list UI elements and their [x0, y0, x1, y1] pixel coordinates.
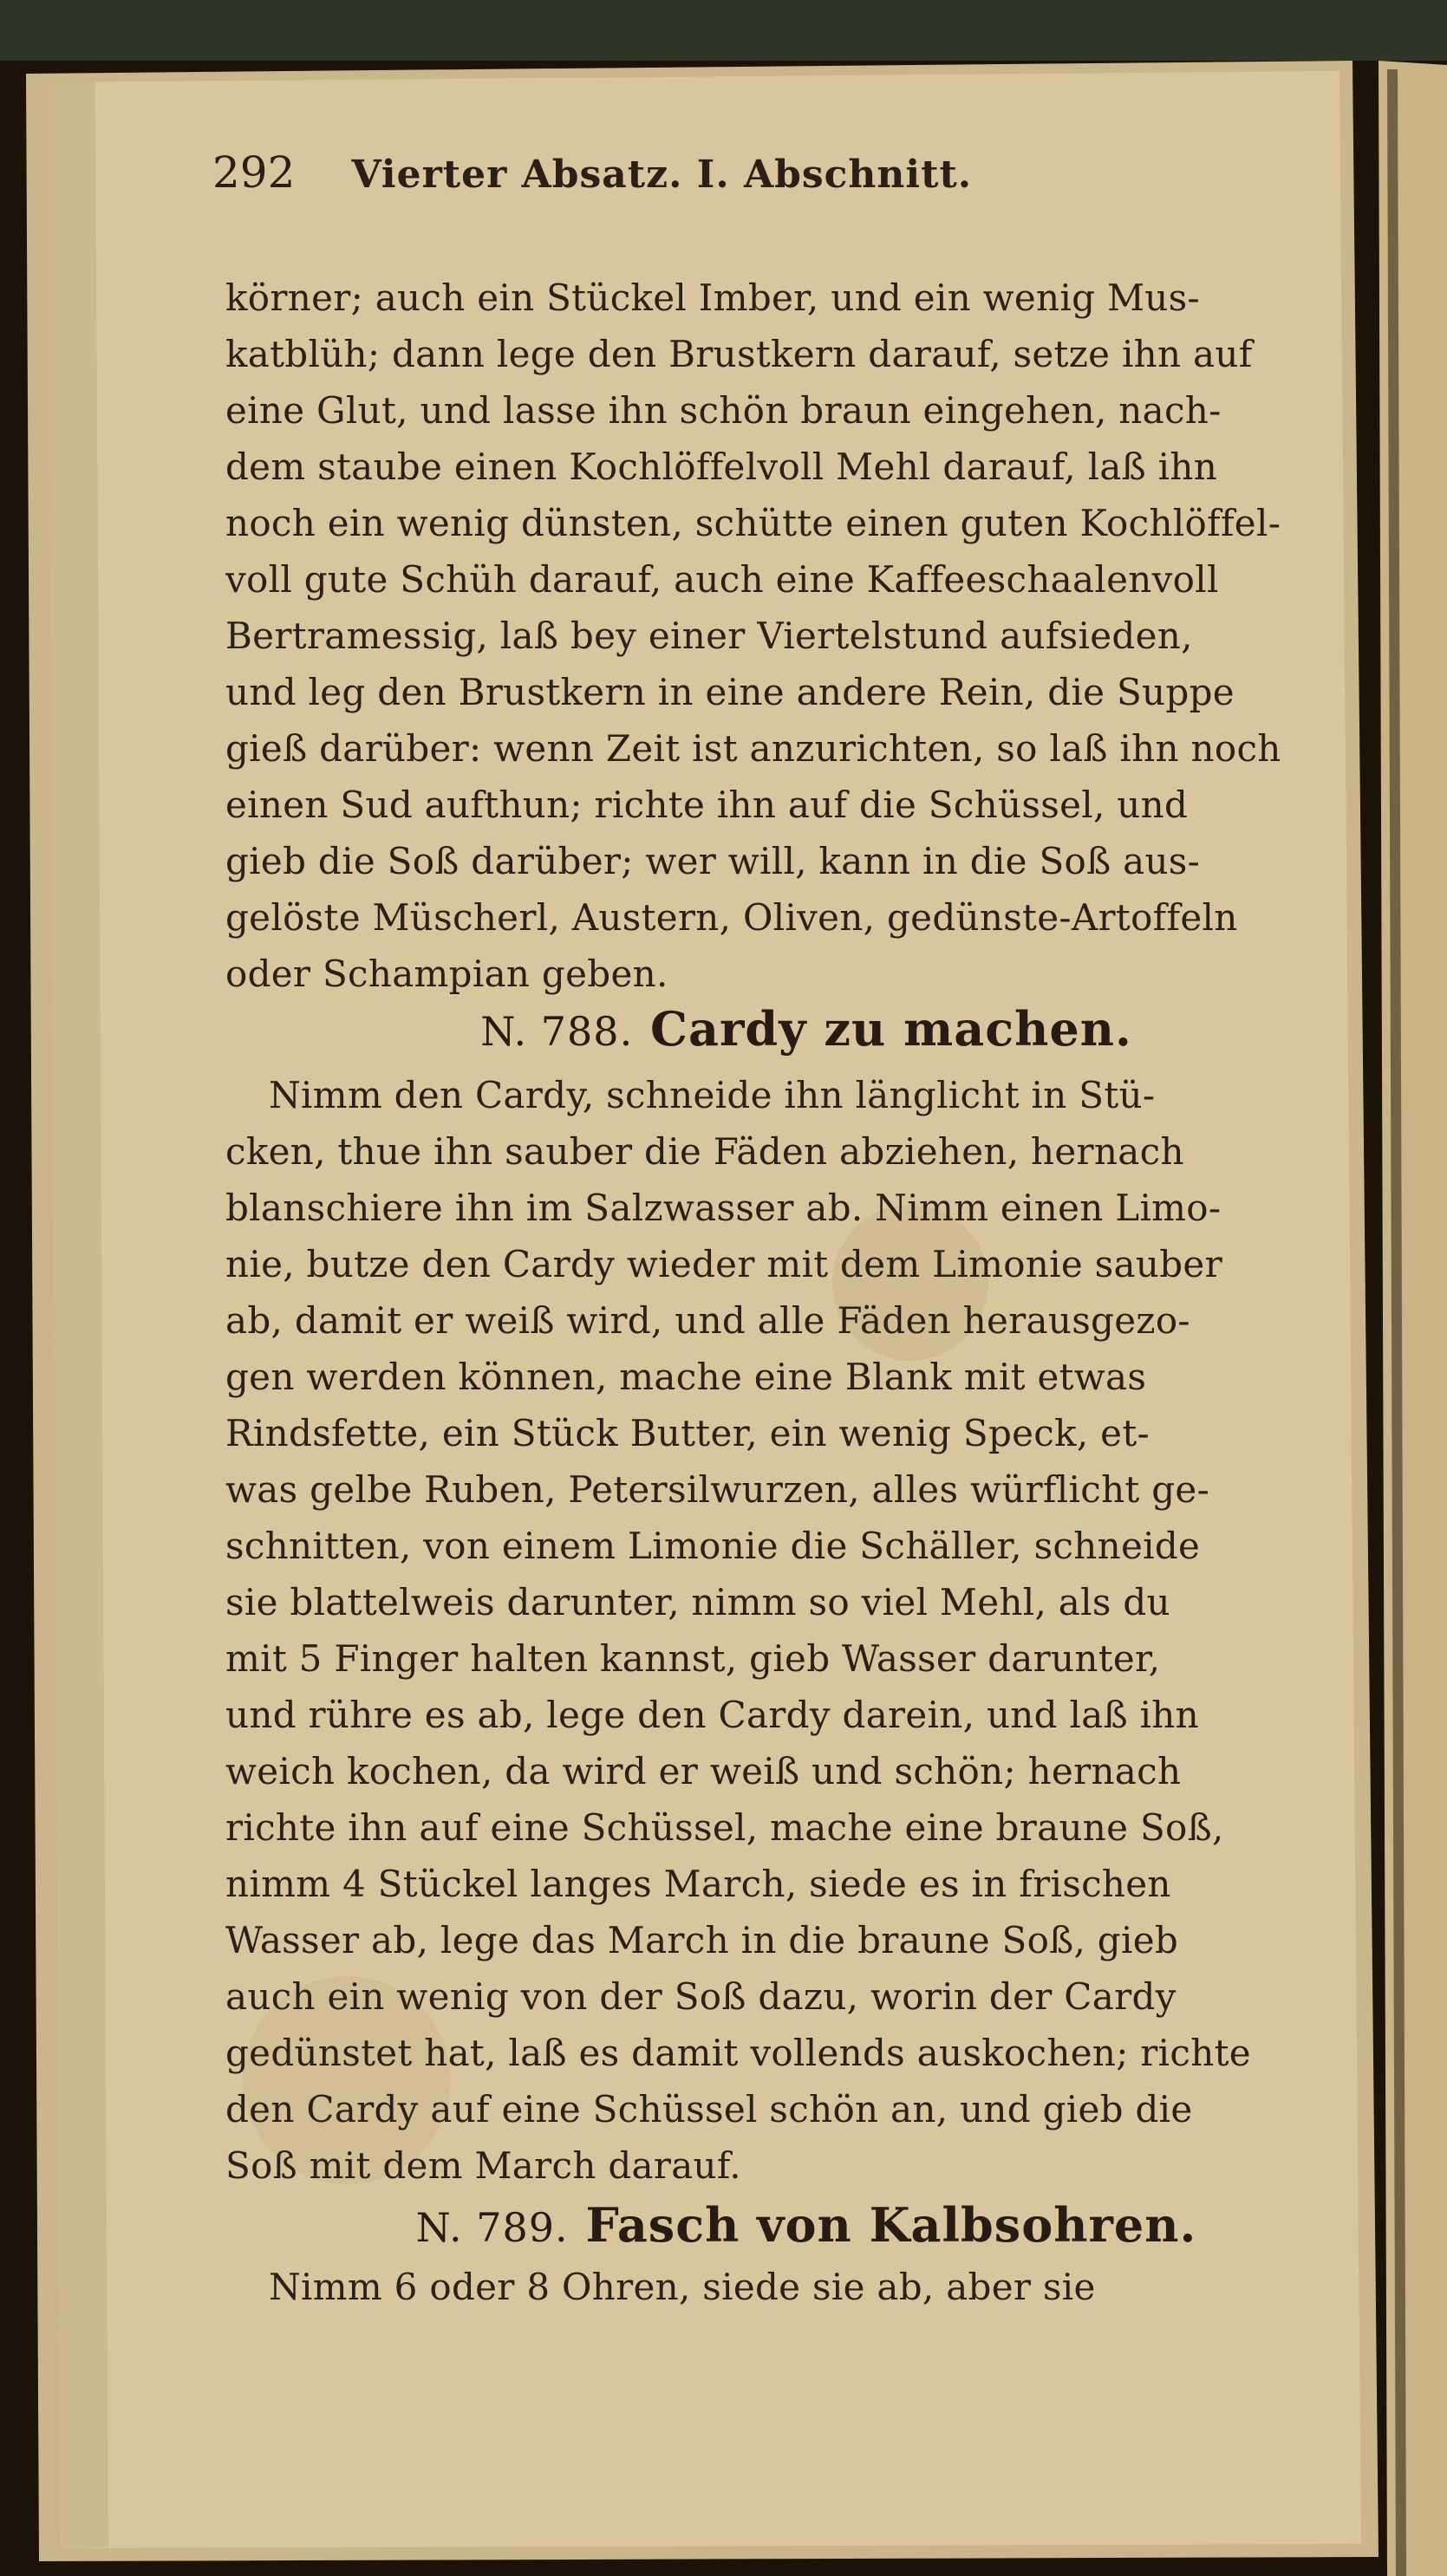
- text-line: den Cardy auf eine Schüssel schön an, und gieb die: [225, 2088, 1193, 2130]
- text-line: gieß darüber: wenn Zeit ist anzurichten, so laß ihn noch: [225, 727, 1281, 770]
- recipe-title: Cardy zu machen.: [650, 1001, 1132, 1057]
- recipe-788-heading: [225, 1001, 1387, 1057]
- text-line: sie blattelweis darunter, nimm so viel Mehl, als du: [225, 1581, 1170, 1623]
- text-line: noch ein wenig dünsten, schütte einen guten Kochlöffel-: [225, 502, 1281, 544]
- text-line: weich kochen, da wird er weiß und schön; hernach: [225, 1750, 1182, 1792]
- text-line: blanschiere ihn im Salzwasser ab. Nimm einen Limo-: [225, 1187, 1222, 1229]
- text-line: Bertramessig, laß bey einer Viertelstund aufsieden,: [225, 615, 1193, 657]
- text-line: gen werden können, mache eine Blank mit etwas: [225, 1356, 1147, 1398]
- text-line: Wasser ab, lege das March in die braune Soß, gieb: [225, 1919, 1179, 1961]
- running-title: Vierter Absatz. I. Abschnitt.: [351, 153, 973, 197]
- text-line: auch ein wenig von der Soß dazu, worin der Cardy: [225, 1975, 1177, 2018]
- text-line: richte ihn auf eine Schüssel, mache eine braune Soß,: [225, 1806, 1224, 1849]
- text-line: katblüh; dann lege den Brustkern darauf, setze ihn auf: [225, 333, 1253, 375]
- text-line: körner; auch ein Stückel Imber, und ein wenig Mus-: [225, 276, 1200, 319]
- text-line: dem staube einen Kochlöffelvoll Mehl darauf, laß ihn: [225, 446, 1218, 488]
- text-line: mit 5 Finger halten kannst, gieb Wasser darunter,: [225, 1637, 1161, 1680]
- text-line: oder Schampian geben.: [225, 953, 668, 995]
- text-line: Nimm den Cardy, schneide ihn länglicht in Stü-: [269, 1074, 1156, 1116]
- text-line: und rühre es ab, lege den Cardy darein, und laß ihn: [225, 1694, 1200, 1736]
- text-line: gieb die Soß darüber; wer will, kann in die Soß aus-: [225, 840, 1201, 882]
- recipe-title: Fasch von Kalbsohren.: [585, 2197, 1197, 2253]
- recipe-number: N. 788.: [480, 1008, 634, 1055]
- text-line: Nimm 6 oder 8 Ohren, siede sie ab, aber sie: [269, 2266, 1096, 2308]
- text-line: nimm 4 Stückel langes March, siede es in frischen: [225, 1863, 1171, 1905]
- text-line: einen Sud aufthun; richte ihn auf die Schüssel, und: [225, 784, 1189, 826]
- text-line: cken, thue ihn sauber die Fäden abziehen, hernach: [225, 1130, 1184, 1173]
- text-line: ab, damit er weiß wird, und alle Fäden herausgezo-: [225, 1299, 1190, 1342]
- text-line: und leg den Brustkern in eine andere Rein, die Suppe: [225, 671, 1235, 713]
- page-number: 292: [212, 147, 296, 198]
- text-line: voll gute Schüh darauf, auch eine Kaffeeschaalenvoll: [225, 558, 1219, 601]
- recipe-number: N. 789.: [415, 2204, 569, 2251]
- recipe-789-heading: [225, 2197, 1387, 2253]
- text-line: gelöste Müscherl, Austern, Oliven, gedünste-Artoffeln: [225, 896, 1238, 939]
- text-line: eine Glut, und lasse ihn schön braun eingehen, nach-: [225, 389, 1222, 432]
- running-header: [212, 147, 972, 198]
- text-line: gedünstet hat, laß es damit vollends auskochen; richte: [225, 2032, 1251, 2074]
- text-line: nie, butze den Cardy wieder mit dem Limonie sauber: [225, 1243, 1222, 1285]
- text-line: schnitten, von einem Limonie die Schäller, schneide: [225, 1525, 1201, 1567]
- text-line: was gelbe Ruben, Petersilwurzen, alles würflicht ge-: [225, 1468, 1210, 1511]
- text-line: Soß mit dem March darauf.: [225, 2144, 741, 2187]
- text-line: Rindsfette, ein Stück Butter, ein wenig Speck, et-: [225, 1412, 1150, 1454]
- book-page: [52, 61, 1387, 2548]
